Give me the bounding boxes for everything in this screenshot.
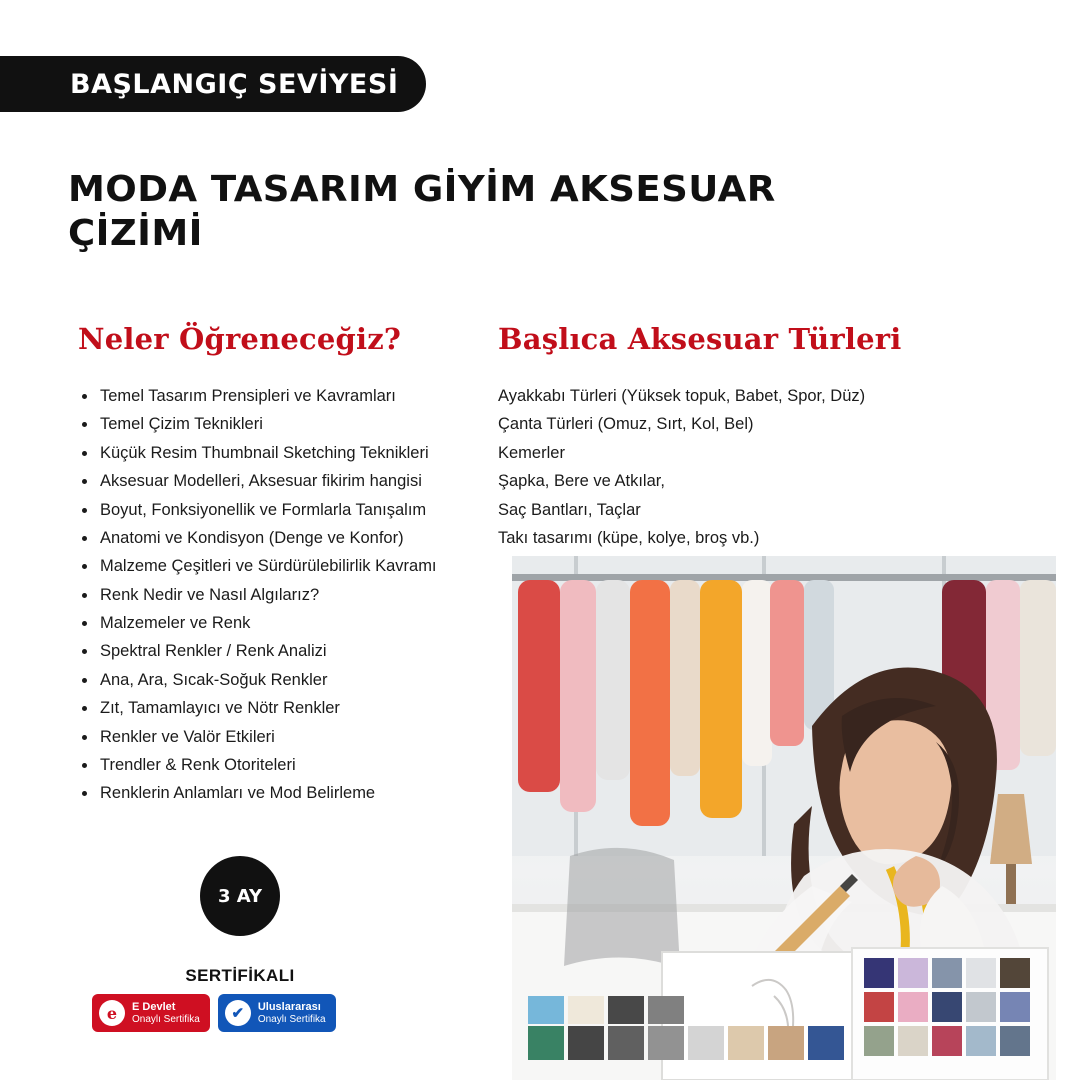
list-item: Ayakkabı Türleri (Yüksek topuk, Babet, Spor, Düz): [498, 387, 866, 405]
level-badge-label: BAŞLANGIÇ SEVİYESİ: [70, 68, 399, 100]
e-devlet-icon: e: [99, 1000, 125, 1026]
list-item: Zıt, Tamamlayıcı ve Nötr Renkler: [72, 694, 468, 722]
certificate-badge-text: [132, 1001, 200, 1025]
list-item: Renk Nedir ve Nasıl Algılarız?: [72, 581, 468, 609]
list-item: Temel Çizim Teknikleri: [72, 410, 468, 438]
level-badge: [0, 56, 426, 112]
duration-label: 3 AY: [217, 885, 263, 907]
duration-badge: [200, 856, 280, 936]
list-item: Takı tasarımı (küpe, kolye, broş vb.): [498, 528, 760, 547]
list-item: Malzemeler ve Renk: [72, 609, 468, 637]
list-item: Saç Bantları, Taçlar: [498, 500, 641, 519]
list-item: Boyut, Fonksiyonellik ve Formlarla Tanışalım: [72, 496, 468, 524]
certificate-badge-title: E Devlet: [132, 1000, 176, 1013]
list-item: Trendler & Renk Otoriteleri: [72, 751, 468, 779]
list-item: Kemerler: [498, 443, 565, 462]
page-title: MODA TASARIM GİYİM AKSESUAR ÇİZİMİ: [68, 169, 776, 254]
certificate-badge-text: [258, 1001, 326, 1025]
accessory-types-list: [498, 382, 1058, 552]
photo-illustration: [512, 556, 1056, 1080]
accessory-types-column: [498, 322, 1058, 552]
list-item: Küçük Resim Thumbnail Sketching Teknikleri: [72, 439, 468, 467]
certificate-badge-edevlet: [92, 994, 210, 1032]
list-item: Renklerin Anlamları ve Mod Belirleme: [72, 779, 468, 807]
accessory-types-heading: Başlıca Aksesuar Türleri: [498, 322, 902, 356]
list-item: Spektral Renkler / Renk Analizi: [72, 637, 468, 665]
list-item: Aksesuar Modelleri, Aksesuar fikirim hangisi: [72, 467, 468, 495]
list-item: Malzeme Çeşitleri ve Sürdürülebilirlik Kavramı: [72, 552, 468, 580]
certificate-badge-international: [218, 994, 336, 1032]
list-item: Şapka, Bere ve Atkılar,: [498, 472, 665, 491]
certificate-badge-sub: Onaylı Sertifika: [132, 1013, 200, 1025]
check-icon: ✔: [225, 1000, 251, 1026]
certificate-badge-sub: Onaylı Sertifika: [257, 1013, 326, 1025]
curriculum-list: [68, 382, 468, 808]
list-item: Renkler ve Valör Etkileri: [72, 723, 468, 751]
certificate-badge-title: Uluslararası: [257, 1000, 321, 1013]
list-item: Çanta Türleri (Omuz, Sırt, Kol, Bel): [498, 415, 754, 434]
list-item: Ana, Ara, Sıcak-Soğuk Renkler: [72, 666, 468, 694]
certificate-badges: [92, 994, 336, 1032]
curriculum-column: [68, 322, 468, 808]
course-photo: [512, 556, 1056, 1080]
list-item: Anatomi ve Kondisyon (Denge ve Konfor): [72, 524, 468, 552]
curriculum-heading: Neler Öğreneceğiz?: [78, 322, 402, 356]
list-item: Temel Tasarım Prensipleri ve Kavramları: [72, 382, 468, 410]
certificate-label: SERTİFİKALI: [185, 966, 295, 985]
